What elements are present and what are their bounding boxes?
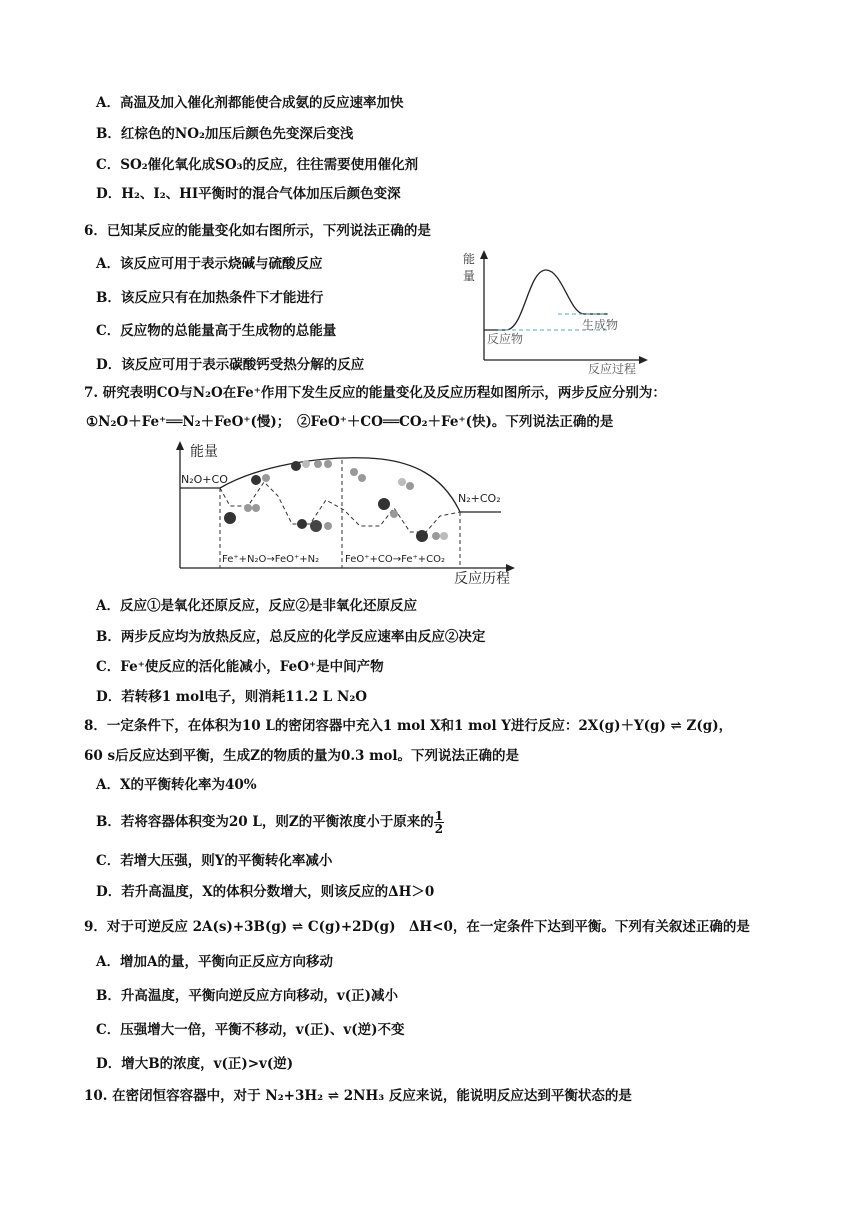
q7-step2-label: FeO⁺+CO→Fe⁺+CO₂ [345, 554, 445, 565]
q8-option-b-text: B．若将容器体积变为20 L，则Z的平衡浓度小于原来的 [96, 814, 434, 830]
q8-stem-2: 60 s后反应达到平衡，生成Z的物质的量为0.3 mol。下列说法正确的是 [84, 748, 520, 764]
q7-stem-2: ①N₂O＋Fe⁺══N₂＋FeO⁺(慢)； ②FeO⁺＋CO══CO₂＋Fe⁺(快)。下列说法正确的是 [86, 414, 614, 430]
q7-step1-label: Fe⁺+N₂O→FeO⁺+N₂ [222, 554, 320, 565]
q8-option-a: A．X的平衡转化率为40% [96, 777, 257, 793]
q8-option-c: C．若增大压强，则Y的平衡转化率减小 [96, 853, 333, 869]
q6-energy-diagram [458, 246, 654, 376]
q6-reactant-label: 反应物 [487, 332, 524, 346]
q6-y-label-1: 能 [463, 252, 476, 266]
q7-x-label: 反应历程 [454, 571, 510, 587]
q7-option-c: C．Fe⁺使反应的活化能减小，FeO⁺是中间产物 [96, 659, 384, 675]
q5-option-d: D．H₂、I₂、HI平衡时的混合气体加压后颜色变深 [96, 186, 401, 202]
q9-stem: 9．对于可逆反应 2A(s)+3B(g) ⇌ C(g)+2D(g) ΔH<0，在一定条件下达到平衡。下列有关叙述正确的是 [84, 919, 750, 935]
q6-option-a: A．该反应可用于表示烧碱与硫酸反应 [96, 256, 323, 272]
q7-end-label: N₂+CO₂ [458, 492, 501, 505]
fraction-numerator: 1 [434, 809, 444, 823]
q6-product-label: 生成物 [582, 318, 619, 332]
q7-option-a: A．反应①是氧化还原反应，反应②是非氧化还原反应 [96, 598, 417, 614]
q9-option-d: D．增大B的浓度，v(正)>v(逆) [96, 1056, 294, 1072]
fraction-one-half [434, 810, 444, 835]
q5-option-b: B．红棕色的NO₂加压后颜色先变深后变浅 [96, 126, 354, 142]
q5-option-c: C．SO₂催化氧化成SO₃的反应，往往需要使用催化剂 [96, 157, 419, 173]
q9-option-b: B．升高温度，平衡向逆反应方向移动，v(正)减小 [96, 988, 399, 1004]
q6-y-label-2: 量 [463, 269, 476, 283]
q8-option-d: D．若升高温度，X的体积分数增大，则该反应的ΔH＞0 [96, 884, 435, 900]
q9-option-a: A．增加A的量，平衡向正反应方向移动 [96, 954, 333, 970]
q5-option-a: A．高温及加入催化剂都能使合成氨的反应速率加快 [96, 95, 404, 111]
q7-y-label: 能量 [190, 444, 218, 460]
q8-option-b [96, 810, 444, 835]
q7-option-d: D．若转移1 mol电子，则消耗11.2 L N₂O [96, 689, 368, 705]
q6-stem: 6．已知某反应的能量变化如右图所示，下列说法正确的是 [84, 223, 431, 239]
q6-option-c: C．反应物的总能量高于生成物的总能量 [96, 323, 337, 339]
q8-stem-1: 8．一定条件下，在体积为10 L的密闭容器中充入1 mol X和1 mol Y进行反应：2X(g)＋Y(g) ⇌ Z(g)， [84, 718, 733, 734]
fraction-denominator: 2 [434, 822, 444, 836]
q6-option-d: D．该反应可用于表示碳酸钙受热分解的反应 [96, 357, 365, 373]
q9-option-c: C．压强增大一倍，平衡不移动，v(正)、v(逆)不变 [96, 1022, 405, 1038]
q6-option-b: B．该反应只有在加热条件下才能进行 [96, 290, 324, 306]
q7-start-label: N₂O+CO [181, 473, 228, 486]
q7-stem-1: 7. 研究表明CO与N₂O在Fe⁺作用下发生反应的能量变化及反应历程如图所示，两步反应分别为： [84, 385, 666, 401]
q6-x-label: 反应过程 [588, 362, 637, 376]
q7-energy-diagram [168, 436, 528, 588]
q10-stem: 10. 在密闭恒容容器中，对于 N₂+3H₂ ⇌ 2NH₃ 反应来说，能说明反应达到平衡状态的是 [84, 1088, 632, 1104]
q7-option-b: B．两步反应均为放热反应，总反应的化学反应速率由反应②决定 [96, 629, 486, 645]
